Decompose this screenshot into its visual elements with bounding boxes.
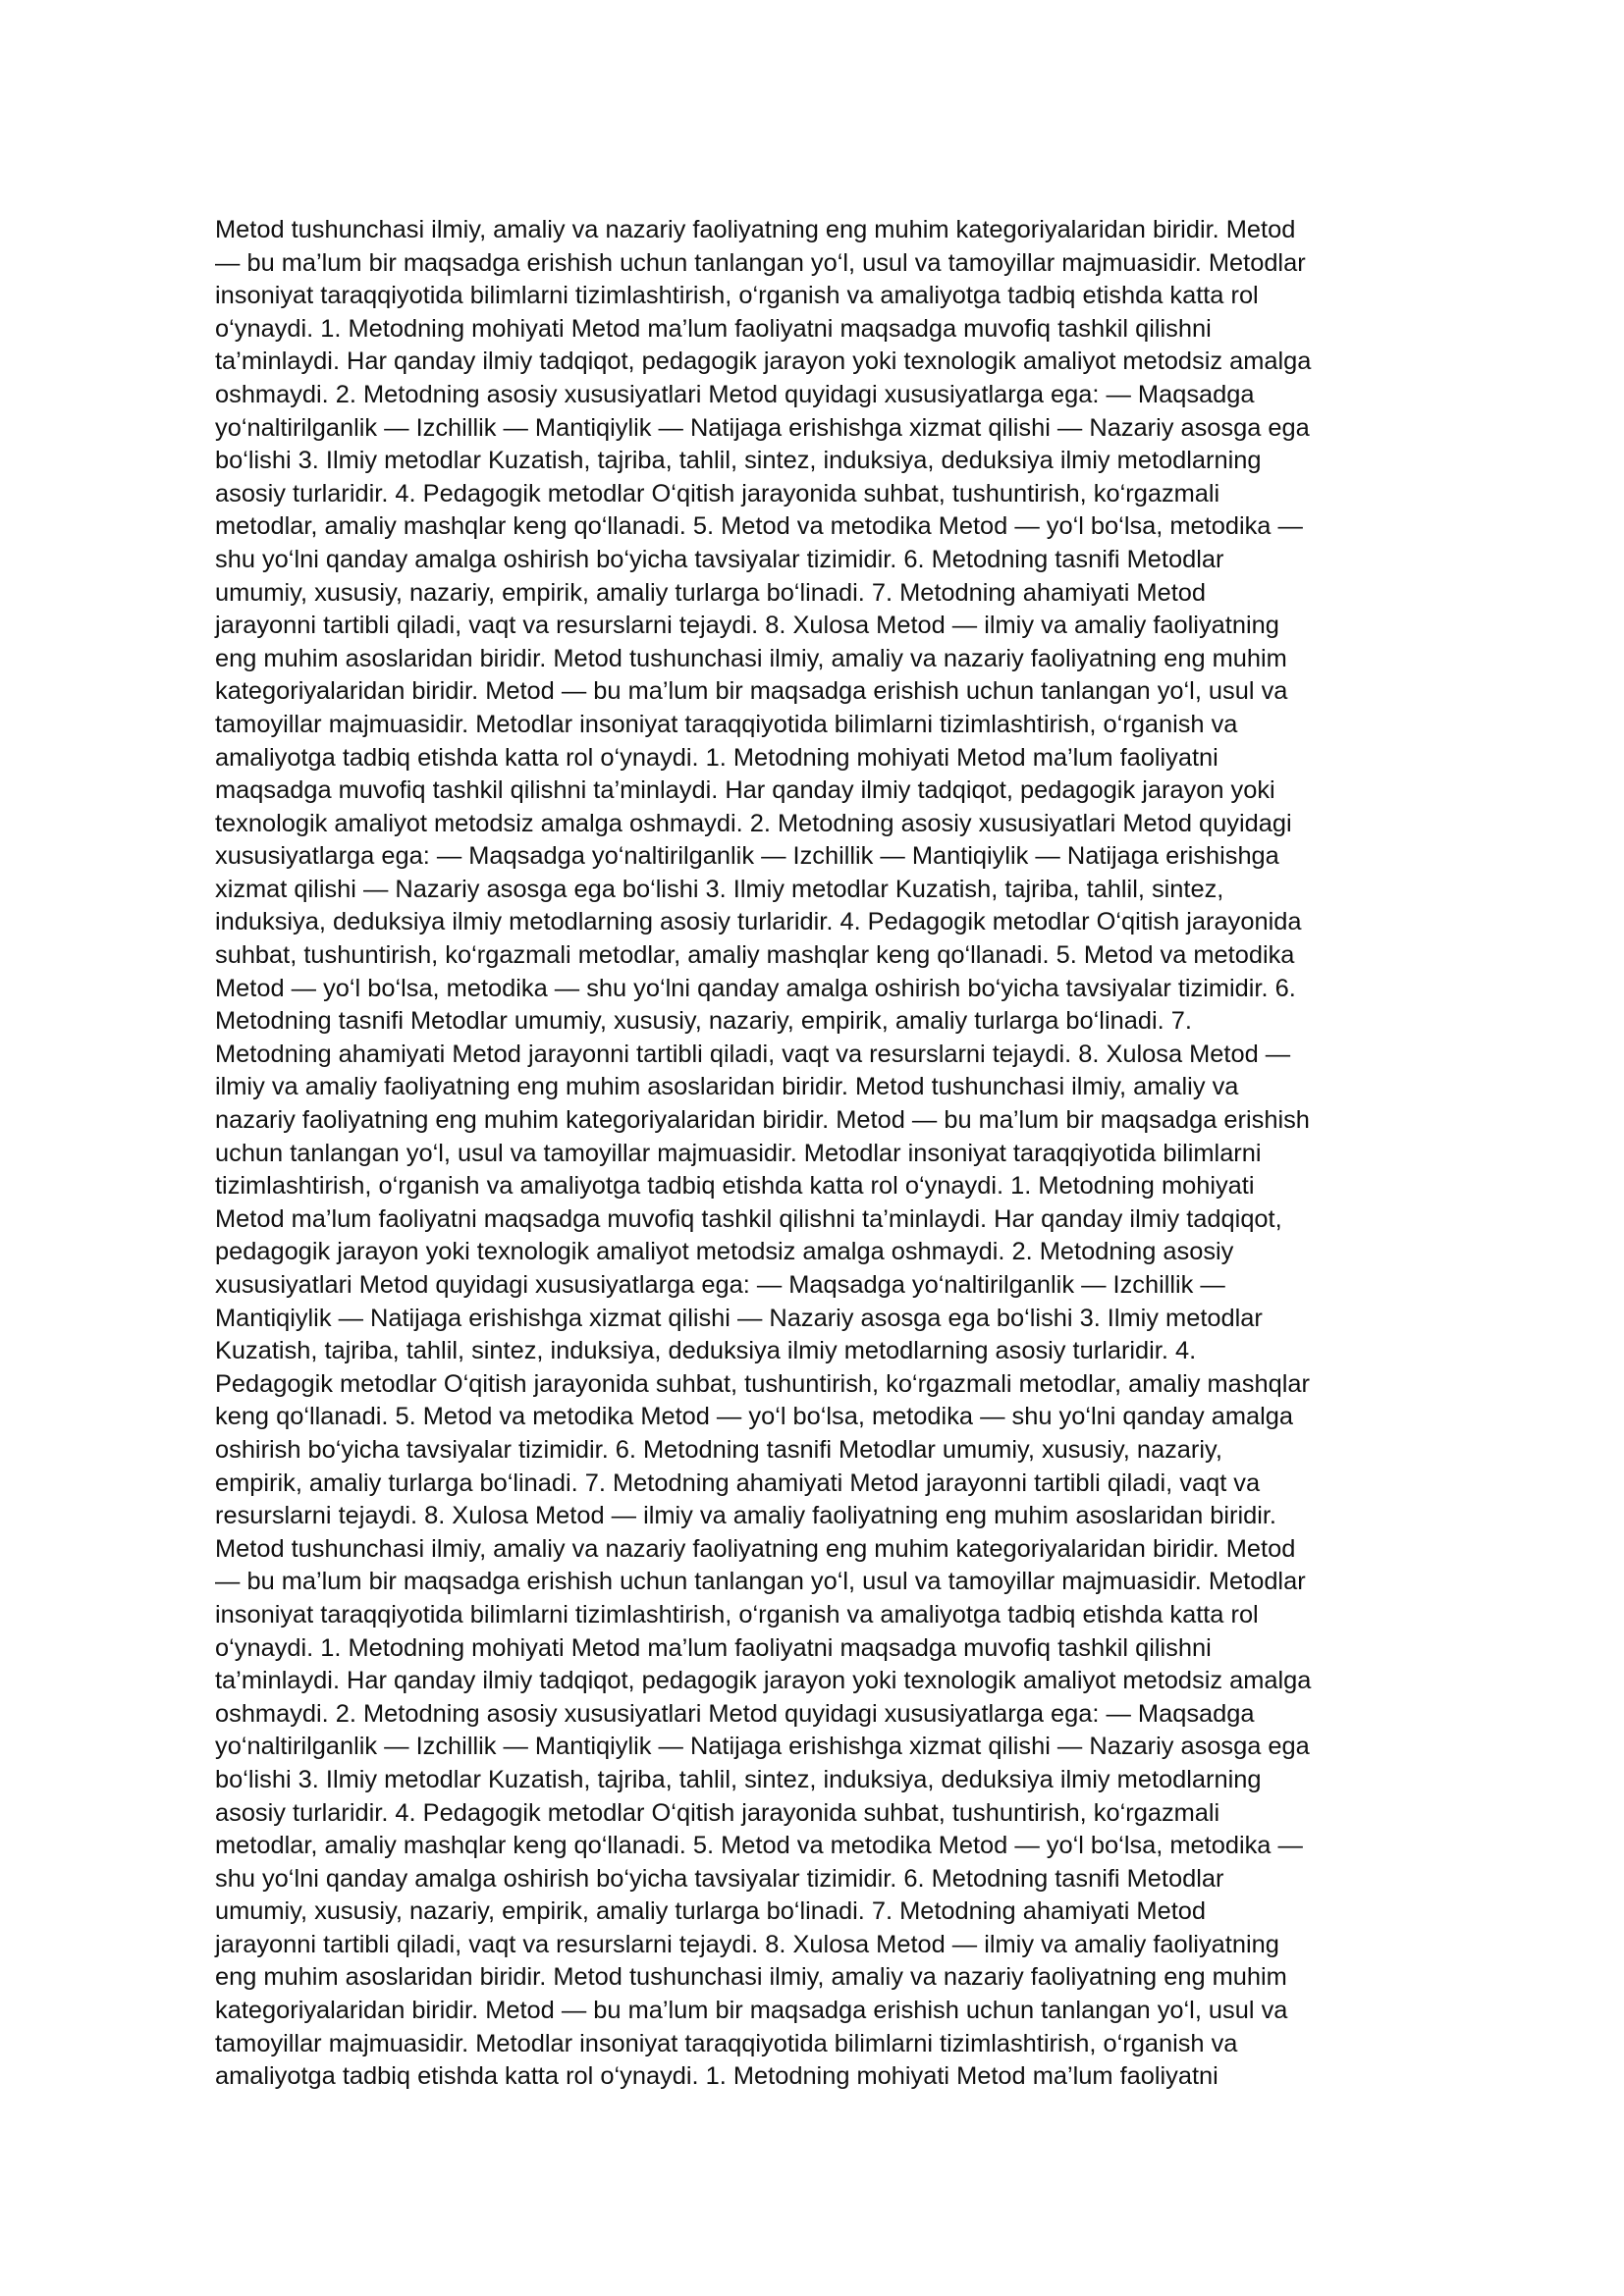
text-line: Mantiqiylik — Natijaga erishishga xizmat qilishi — Nazariy asosga ega bo‘lishi 3. Ilmiy metodlar — [215, 1304, 1263, 1332]
text-line: uchun tanlangan yo‘l, usul va tamoyillar majmuasidir. Metodlar insoniyat taraqqiyotida bilimlarni — [215, 1139, 1262, 1167]
text-line: texnologik amaliyot metodsiz amalga oshmaydi. 2. Metodning asosiy xususiyatlari Metod quyidagi — [215, 809, 1292, 837]
text-line: tizimlashtirish, o‘rganish va amaliyotga tadbiq etishda katta rol o‘ynaydi. 1. Metodning mohiyati — [215, 1172, 1255, 1201]
text-line: asosiy turlaridir. 4. Pedagogik metodlar O‘qitish jarayonida suhbat, tushuntirish, ko‘rgazmali — [215, 479, 1220, 507]
text-line: bo‘lishi 3. Ilmiy metodlar Kuzatish, tajriba, tahlil, sintez, induksiya, deduksiya ilmiy metodlarning — [215, 1765, 1262, 1793]
text-line: Metod tushunchasi ilmiy, amaliy va nazariy faoliyatning eng muhim kategoriyalaridan biridir. Metod — [215, 216, 1296, 243]
text-line: ta’minlaydi. Har qanday ilmiy tadqiqot, pedagogik jarayon yoki texnologik amaliyot metodsiz amalga — [215, 1667, 1312, 1695]
text-line: Pedagogik metodlar O‘qitish jarayonida suhbat, tushuntirish, ko‘rgazmali metodlar, amaliy mashqlar — [215, 1369, 1310, 1398]
text-line: Metod ma’lum faoliyatni maqsadga muvofiq tashkil qilishni ta’minlaydi. Har qanday ilmiy tadqiqot, — [215, 1204, 1282, 1233]
text-line: oshirish bo‘yicha tavsiyalar tizimidir. 6. Metodning tasnifi Metodlar umumiy, xususiy, nazariy, — [215, 1435, 1222, 1464]
text-line: kategoriyalaridan biridir. Metod — bu ma’lum bir maqsadga erishish uchun tanlangan yo‘l, usul va — [215, 1997, 1288, 2025]
text-line: tamoyillar majmuasidir. Metodlar insoniyat taraqqiyotida bilimlarni tizimlashtirish, o‘rganish va — [215, 2029, 1238, 2057]
text-line: — bu ma’lum bir maqsadga erishish uchun tanlangan yo‘l, usul va tamoyillar majmuasidir. Metodlar — [215, 248, 1306, 277]
text-line: metodlar, amaliy mashqlar keng qo‘llanadi. 5. Metod va metodika Metod — yo‘l bo‘lsa, metodika — — [215, 512, 1303, 541]
text-line: jarayonni tartibli qiladi, vaqt va resurslarni tejaydi. 8. Xulosa Metod — ilmiy va amaliy faoliyatning — [215, 1930, 1279, 1958]
text-line: metodlar, amaliy mashqlar keng qo‘llanadi. 5. Metod va metodika Metod — yo‘l bo‘lsa, metodika — — [215, 1832, 1303, 1860]
text-line: asosiy turlaridir. 4. Pedagogik metodlar O‘qitish jarayonida suhbat, tushuntirish, ko‘rgazmali — [215, 1798, 1220, 1827]
text-line: o‘ynaydi. 1. Metodning mohiyati Metod ma’lum faoliyatni maqsadga muvofiq tashkil qilishni — [215, 314, 1212, 343]
text-line: insoniyat taraqqiyotida bilimlarni tizimlashtirish, o‘rganish va amaliyotga tadbiq etishda katta rol — [215, 1600, 1259, 1629]
text-line: umumiy, xususiy, nazariy, empirik, amaliy turlarga bo‘linadi. 7. Metodning ahamiyati Metod — [215, 578, 1206, 607]
text-line: umumiy, xususiy, nazariy, empirik, amaliy turlarga bo‘linadi. 7. Metodning ahamiyati Metod — [215, 1897, 1206, 1926]
text-line: xususiyatlarga ega: — Maqsadga yo‘naltirilganlik — Izchillik — Mantiqiylik — Natijaga erishishga — [215, 842, 1279, 871]
text-line: Metodning ahamiyati Metod jarayonni tartibli qiladi, vaqt va resurslarni tejaydi. 8. Xulosa Metod — — [215, 1040, 1291, 1068]
text-line: nazariy faoliyatning eng muhim kategoriyalaridan biridir. Metod — bu ma’lum bir maqsadga erishish — [215, 1106, 1310, 1135]
text-line: keng qo‘llanadi. 5. Metod va metodika Metod — yo‘l bo‘lsa, metodika — shu yo‘lni qanday amalga — [215, 1403, 1294, 1431]
text-line: xususiyatlari Metod quyidagi xususiyatlarga ega: — Maqsadga yo‘naltirilganlik — Izchillik — — [215, 1271, 1225, 1299]
text-line: shu yo‘lni qanday amalga oshirish bo‘yicha tavsiyalar tizimidir. 6. Metodning tasnifi Metodlar — [215, 1864, 1224, 1893]
text-line: pedagogik jarayon yoki texnologik amaliyot metodsiz amalga oshmaydi. 2. Metodning asosiy — [215, 1238, 1234, 1266]
text-line: kategoriyalaridan biridir. Metod — bu ma’lum bir maqsadga erishish uchun tanlangan yo‘l, usul va — [215, 677, 1288, 706]
text-line: bo‘lishi 3. Ilmiy metodlar Kuzatish, tajriba, tahlil, sintez, induksiya, deduksiya ilmiy metodlarning — [215, 447, 1262, 475]
text-line: yo‘naltirilganlik — Izchillik — Mantiqiylik — Natijaga erishishga xizmat qilishi — Nazariy asosga ega — [215, 1733, 1310, 1761]
text-line: maqsadga muvofiq tashkil qilishni ta’minlaydi. Har qanday ilmiy tadqiqot, pedagogik jarayon yoki — [215, 776, 1275, 805]
text-line: shu yo‘lni qanday amalga oshirish bo‘yicha tavsiyalar tizimidir. 6. Metodning tasnifi Metodlar — [215, 545, 1224, 573]
text-line: insoniyat taraqqiyotida bilimlarni tizimlashtirish, o‘rganish va amaliyotga tadbiq etishda katta rol — [215, 282, 1259, 310]
text-line: jarayonni tartibli qiladi, vaqt va resurslarni tejaydi. 8. Xulosa Metod — ilmiy va amaliy faoliyatning — [215, 612, 1279, 640]
text-line: amaliyotga tadbiq etishda katta rol o‘ynaydi. 1. Metodning mohiyati Metod ma’lum faoliyatni — [215, 2062, 1218, 2091]
text-line: yo‘naltirilganlik — Izchillik — Mantiqiylik — Natijaga erishishga xizmat qilishi — Nazariy asosga ega — [215, 413, 1310, 442]
text-line: Metod tushunchasi ilmiy, amaliy va nazariy faoliyatning eng muhim kategoriyalaridan biridir. Metod — [215, 1534, 1296, 1563]
text-line: Metod — yo‘l bo‘lsa, metodika — shu yo‘lni qanday amalga oshirish bo‘yicha tavsiyalar tizimidir. 6. — [215, 974, 1296, 1002]
text-line: tamoyillar majmuasidir. Metodlar insoniyat taraqqiyotida bilimlarni tizimlashtirish, o‘rganish va — [215, 710, 1238, 738]
body-text — [215, 214, 1413, 2094]
text-line: ilmiy va amaliy faoliyatning eng muhim asoslaridan biridir. Metod tushunchasi ilmiy, amaliy va — [215, 1073, 1239, 1101]
text-line: Metodning tasnifi Metodlar umumiy, xususiy, nazariy, empirik, amaliy turlarga bo‘linadi. 7. — [215, 1007, 1192, 1036]
text-line: oshmaydi. 2. Metodning asosiy xususiyatlari Metod quyidagi xususiyatlarga ega: — Maqsadga — [215, 1699, 1255, 1728]
text-line: oshmaydi. 2. Metodning asosiy xususiyatlari Metod quyidagi xususiyatlarga ega: — Maqsadga — [215, 380, 1255, 408]
text-line: xizmat qilishi — Nazariy asosga ega bo‘lishi 3. Ilmiy metodlar Kuzatish, tajriba, tahlil, sintez, — [215, 875, 1224, 903]
text-line: amaliyotga tadbiq etishda katta rol o‘ynaydi. 1. Metodning mohiyati Metod ma’lum faoliyatni — [215, 743, 1218, 772]
text-line: ta’minlaydi. Har qanday ilmiy tadqiqot, pedagogik jarayon yoki texnologik amaliyot metodsiz amalga — [215, 347, 1312, 376]
text-line: eng muhim asoslaridan biridir. Metod tushunchasi ilmiy, amaliy va nazariy faoliyatning eng muhim — [215, 644, 1287, 672]
text-line: resurslarni tejaydi. 8. Xulosa Metod — ilmiy va amaliy faoliyatning eng muhim asoslaridan biridir. — [215, 1502, 1276, 1530]
text-line: empirik, amaliy turlarga bo‘linadi. 7. Metodning ahamiyati Metod jarayonni tartibli qiladi, vaqt va — [215, 1468, 1261, 1497]
text-line: induksiya, deduksiya ilmiy metodlarning asosiy turlaridir. 4. Pedagogik metodlar O‘qitish jarayonida — [215, 908, 1302, 936]
text-line: eng muhim asoslaridan biridir. Metod tushunchasi ilmiy, amaliy va nazariy faoliyatning eng muhim — [215, 1963, 1287, 1992]
text-line: o‘ynaydi. 1. Metodning mohiyati Metod ma’lum faoliyatni maqsadga muvofiq tashkil qilishni — [215, 1633, 1212, 1662]
text-line: Kuzatish, tajriba, tahlil, sintez, induksiya, deduksiya ilmiy metodlarning asosiy turlaridir. 4. — [215, 1337, 1197, 1365]
text-line: suhbat, tushuntirish, ko‘rgazmali metodlar, amaliy mashqlar keng qo‘llanadi. 5. Metod va metodika — [215, 941, 1295, 970]
text-line: — bu ma’lum bir maqsadga erishish uchun tanlangan yo‘l, usul va tamoyillar majmuasidir. Metodlar — [215, 1568, 1306, 1596]
